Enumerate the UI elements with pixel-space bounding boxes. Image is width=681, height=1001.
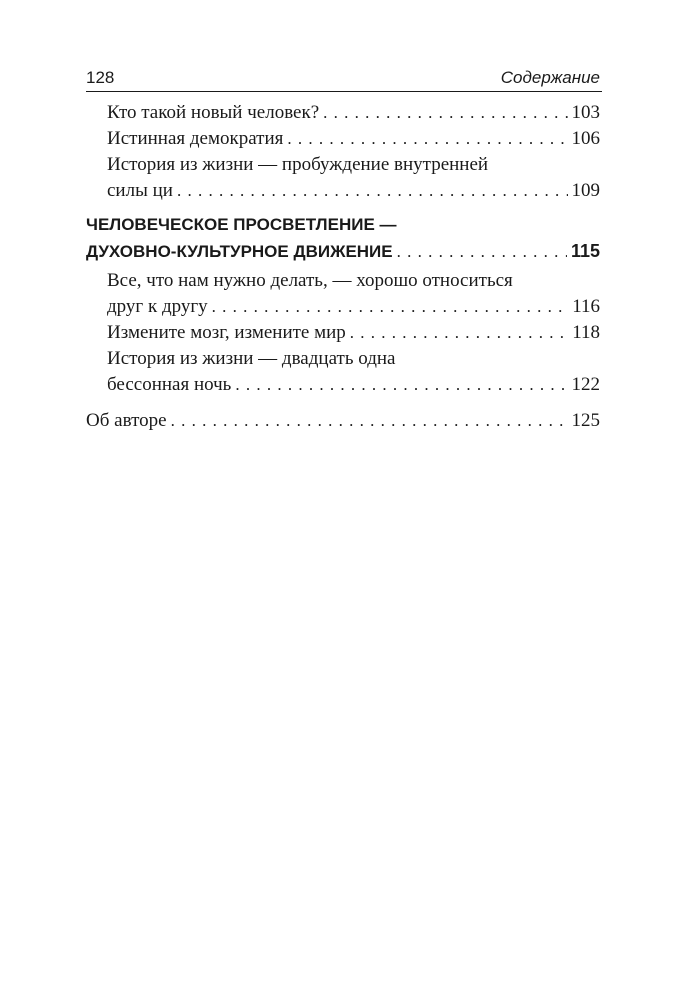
dot-leader — [177, 178, 568, 204]
toc-entry-true-democracy[interactable] — [107, 126, 600, 152]
dot-leader — [171, 408, 568, 434]
toc-entry-title: Кто такой новый человек? — [107, 102, 320, 123]
dot-leader — [323, 100, 567, 126]
dot-leader — [212, 294, 569, 320]
toc-entry-page: 116 — [572, 296, 600, 317]
toc-entry-sleepless-night-line2[interactable] — [107, 372, 600, 398]
toc-entry-title: История из жизни — пробуждение внутренней — [107, 154, 489, 175]
toc-entry-page: 125 — [571, 410, 600, 431]
toc-entry-title: Измените мозг, измените мир — [107, 322, 346, 343]
toc-entry-qi-story-line1[interactable] — [107, 152, 600, 178]
toc-entry-be-kind-line2[interactable] — [107, 294, 600, 320]
toc-entry-about-author[interactable] — [86, 408, 600, 434]
toc-entry-page: 118 — [572, 322, 600, 343]
running-section-title: Содержание — [500, 68, 600, 87]
toc-entry-page: 103 — [571, 102, 600, 123]
toc-entry-page: 109 — [571, 180, 600, 201]
toc-entry-title: История из жизни — двадцать одна — [107, 348, 396, 369]
toc-chapter-title-cont: ДУХОВНО-КУЛЬТУРНОЕ ДВИЖЕНИЕ — [86, 242, 393, 261]
toc-entry-title-cont: бессонная ночь — [107, 374, 232, 395]
page-number: 128 — [86, 68, 115, 87]
dot-leader — [287, 126, 567, 152]
toc-entry-new-human[interactable] — [107, 100, 600, 126]
toc-entry-page: 122 — [571, 374, 600, 395]
toc-chapter-enlightenment-line1[interactable] — [86, 212, 600, 238]
dot-leader — [235, 372, 567, 398]
toc-entry-title: Об авторе — [86, 410, 167, 431]
toc-entry-sleepless-night-line1[interactable] — [107, 346, 600, 372]
header-rule — [86, 91, 602, 92]
dot-leader — [397, 239, 567, 265]
toc-entry-page: 106 — [571, 128, 600, 149]
toc-entry-title-cont: силы ци — [107, 180, 173, 201]
toc-entry-title: Истинная демократия — [107, 128, 284, 149]
toc-chapter-title: ЧЕЛОВЕЧЕСКОЕ ПРОСВЕТЛЕНИЕ — — [86, 215, 397, 234]
dot-leader — [350, 320, 568, 346]
toc-chapter-page: 115 — [570, 241, 600, 261]
toc-chapter-enlightenment-line2[interactable] — [86, 238, 600, 265]
toc-entry-title-cont: друг к другу — [107, 296, 208, 317]
toc-entry-change-brain[interactable] — [107, 320, 600, 346]
toc-entry-title: Все, что нам нужно делать, — хорошо относиться — [107, 270, 513, 291]
toc-entry-qi-story-line2[interactable] — [107, 178, 600, 204]
running-header — [86, 64, 600, 92]
toc-entry-be-kind-line1[interactable] — [107, 268, 600, 294]
